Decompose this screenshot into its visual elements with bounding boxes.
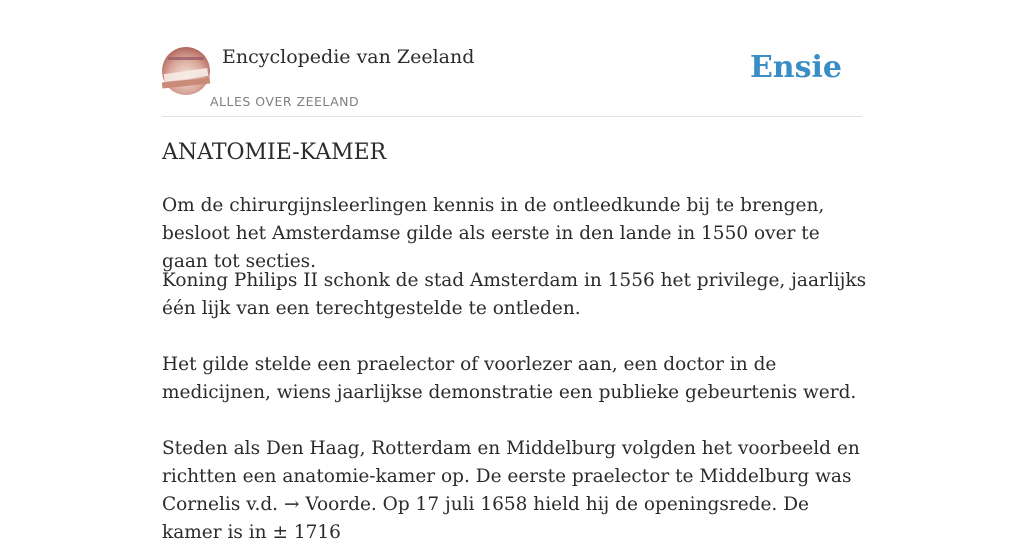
article-title: ANATOMIE-KAMER: [162, 140, 387, 165]
article-paragraph: Om de chirurgijnsleerlingen kennis in de ontleedkunde bij te brengen, besloot het Amsterdamse gilde als eerste in den lande in 1550 over te gaan tot secties.: [162, 195, 825, 272]
site-avatar[interactable]: [162, 47, 210, 95]
article-paragraph: Steden als Den Haag, Rotterdam en Middelburg volgden het voorbeeld en richtten een anatomie-kamer op. De eerste praelector te Middelburg was Cornelis v.d. → Voorde. Op 17 juli 1658 hield hij de openingsrede. De kamer is in ± 1716: [162, 438, 860, 543]
site-subtitle: ALLES OVER ZEELAND: [210, 94, 360, 109]
page-container: [162, 0, 867, 543]
site-header: [162, 0, 862, 117]
site-title[interactable]: Encyclopedie van Zeeland: [222, 46, 475, 68]
article-paragraph: Het gilde stelde een praelector of voorlezer aan, een doctor in de medicijnen, wiens jaarlijkse demonstratie een publieke gebeurtenis werd.: [162, 354, 857, 403]
article-paragraph: Koning Philips II schonk de stad Amsterdam in 1556 het privilege, jaarlijks één lijk van een terechtgestelde te ontleden.: [162, 270, 867, 319]
brand-logo[interactable]: Ensie: [749, 50, 842, 85]
